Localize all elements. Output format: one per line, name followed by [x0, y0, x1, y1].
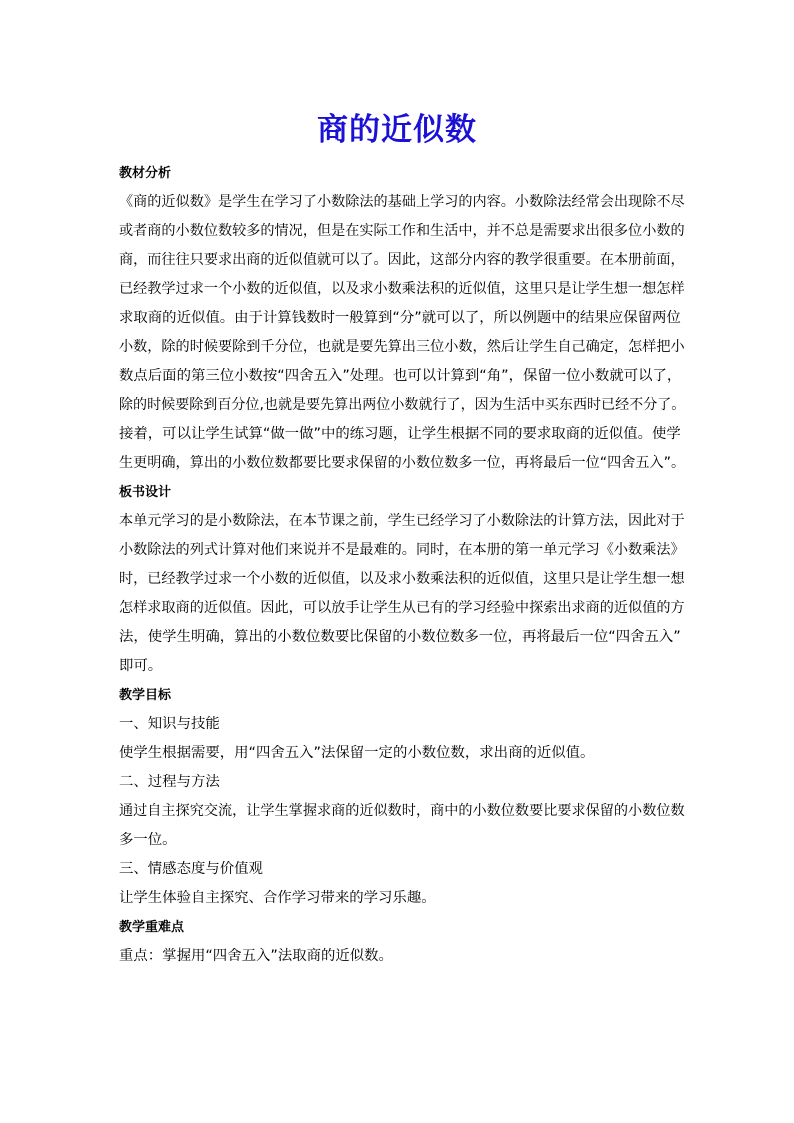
section-heading-analysis: 教材分析: [119, 166, 172, 181]
section-heading-key-points: 教学重难点: [119, 920, 185, 935]
paragraph-line: 怎样求取商的近似值。因此，可以放手让学生从已有的学习经验中探索出求商的近似值的方: [119, 600, 685, 616]
paragraph-line: 小数除法的列式计算对他们来说并不是最难的。同时，在本册的第一单元学习《小数乘法》: [119, 542, 685, 558]
paragraph-line: 除的时候要除到百分位,也就是要先算出两位小数就行了，因为生活中买东西时已经不分了。: [119, 397, 686, 413]
paragraph-line: 通过自主探究交流，让学生掌握求商的近似数时，商中的小数位数要比要求保留的小数位数: [119, 803, 685, 819]
paragraph-line: 《商的近似数》是学生在学习了小数除法的基础上学习的内容。小数除法经常会出现除不尽: [119, 194, 685, 210]
goal-process-title: 二、过程与方法: [119, 774, 220, 790]
paragraph-line: 本单元学习的是小数除法，在本节课之前，学生已经学习了小数除法的计算方法，因此对于: [119, 513, 685, 529]
goal-emotion-text: 让学生体验自主探究、合作学习带来的学习乐趣。: [119, 890, 436, 906]
goal-process-paragraph: [119, 797, 685, 855]
section-heading-goals: 教学目标: [119, 688, 172, 703]
goal-knowledge-text: 使学生根据需要，用“四舍五入”法保留一定的小数位数，求出商的近似值。: [119, 745, 595, 761]
section-heading-board: 板书设计: [119, 485, 172, 500]
board-paragraph: [119, 507, 685, 681]
goal-emotion-title: 三、情感态度与价值观: [119, 861, 263, 877]
paragraph-line: 或者商的小数位数较多的情况，但是在实际工作和生活中，并不总是需要求出很多位小数的: [119, 223, 685, 239]
paragraph-line: 已经教学过求一个小数的近似值，以及求小数乘法积的近似值，这里只是让学生想一想怎样: [119, 281, 685, 297]
goal-knowledge-title: 一、知识与技能: [119, 716, 220, 732]
paragraph-line: 生更明确，算出的小数位数都要比要求保留的小数位数多一位，再将最后一位“四舍五入”。: [119, 455, 686, 471]
document-body: [119, 159, 685, 971]
paragraph-line: 时，已经教学过求一个小数的近似值，以及求小数乘法积的近似值，这里只是让学生想一想: [119, 571, 685, 587]
paragraph-line: 接着，可以让学生试算“做一做”中的练习题，让学生根据不同的要求取商的近似值。使学: [119, 426, 681, 442]
paragraph-line: 商，而往往只要求出商的近似值就可以了。因此，这部分内容的教学很重要。在本册前面，: [119, 252, 685, 268]
paragraph-line: 即可。: [119, 658, 163, 674]
analysis-paragraph: [119, 188, 685, 478]
paragraph-line: 小数，除的时候要除到千分位，也就是要先算出三位小数，然后让学生自己确定，怎样把小: [119, 339, 685, 355]
paragraph-line: 数点后面的第三位小数按“四舍五入”处理。也可以计算到“角”，保留一位小数就可以了，: [119, 368, 682, 384]
paragraph-line: 求取商的近似值。由于计算钱数时一般算到“分”就可以了，所以例题中的结果应保留两位: [119, 310, 681, 326]
paragraph-line: 法，使学生明确，算出的小数位数要比保留的小数位数多一位，再将最后一位“四舍五入”: [119, 629, 681, 645]
key-points-focus: 重点：掌握用“四舍五入”法取商的近似数。: [119, 948, 393, 964]
paragraph-line: 多一位。: [119, 832, 177, 848]
document-title: 商的近似数: [317, 112, 477, 148]
